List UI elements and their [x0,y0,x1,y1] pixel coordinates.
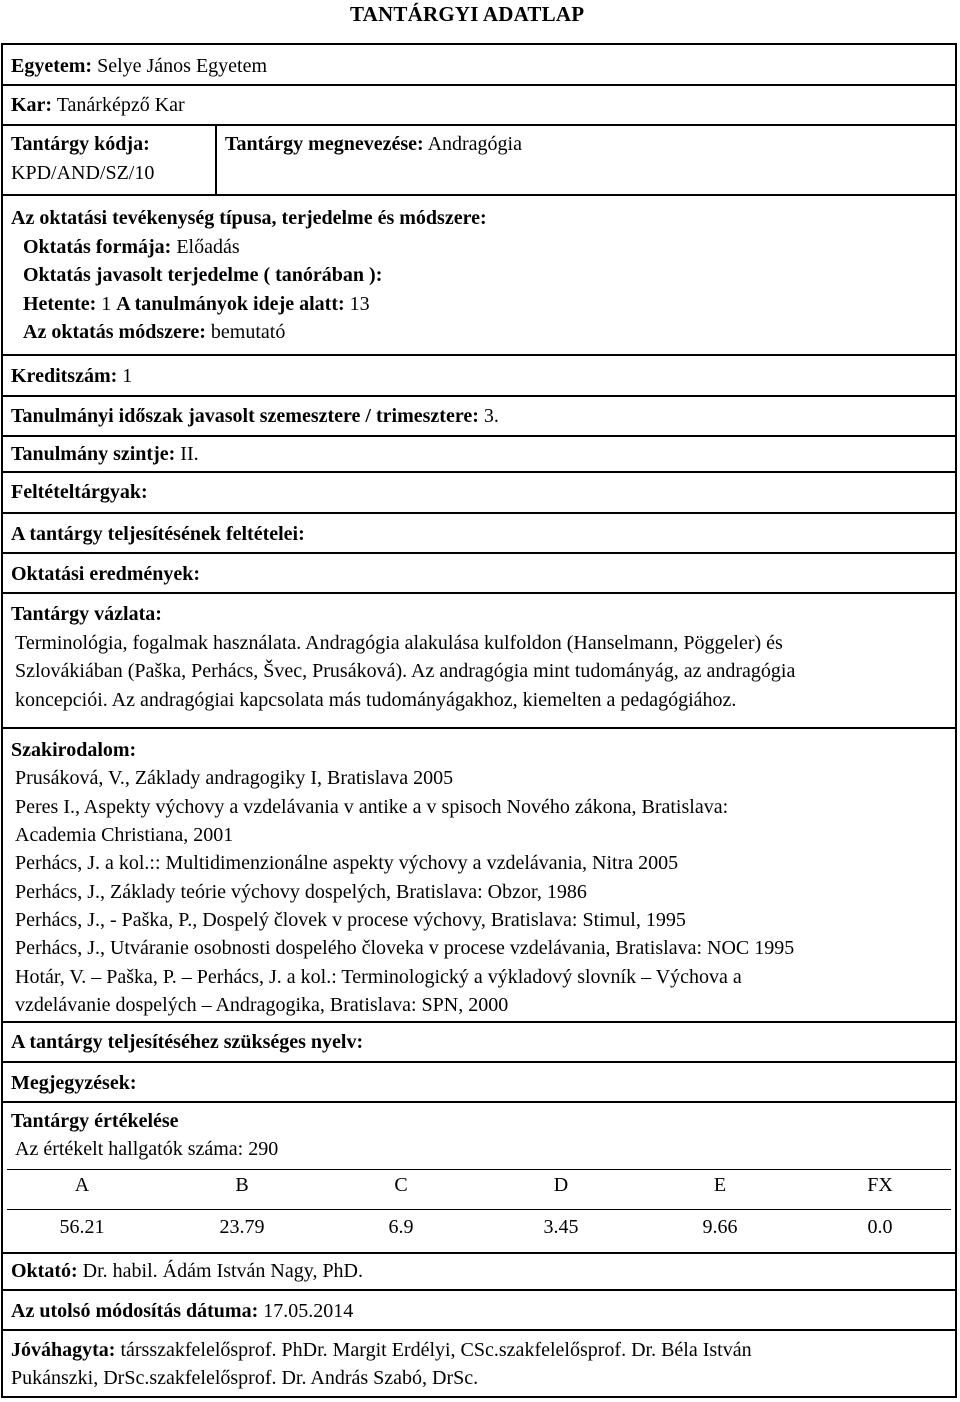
grade-percentage: 3.45 [543,1216,579,1238]
literature-label: Szakirodalom: [11,739,137,761]
approved-label: Jóváhagyta: [11,1339,116,1361]
grade-percentage: 0.0 [867,1216,893,1238]
credits-row [3,356,955,397]
grade-header: A [74,1174,90,1196]
approved-line1: társszakfelelősprof. PhDr. Margit Erdélyi, CSc.szakfelelősprof. Dr. Béla István [120,1339,752,1361]
university-row [3,45,955,86]
conditions-label: A tantárgy teljesítésének feltételei: [11,523,305,545]
teacher-row [3,1254,955,1291]
weekly-label: Hetente: [23,293,97,315]
level-row [3,437,955,473]
evaluation-label: Tantárgy értékelése [11,1110,179,1132]
method-label: Az oktatás módszere: [23,321,206,343]
teaching-heading: Az oktatási tevékenység típusa, terjedelme és módszere: [11,207,487,229]
grade-header: FX [867,1174,893,1196]
literature-item: Prusáková, V., Základy andragogiky I, Bratislava 2005 [15,767,454,789]
prerequisites-label: Feltételtárgyak: [11,481,148,503]
faculty-label: Kar: [11,94,53,116]
page-title: TANTÁRGYI ADATLAP [350,2,585,26]
course-datasheet [1,43,957,1398]
notes-row [3,1063,955,1103]
grade-table-top-rule [7,1169,951,1170]
approved-row [3,1331,955,1396]
literature-item: Peres I., Aspekty výchovy a vzdelávania v antike a v spisoch Nového zákona, Bratislava: [15,796,729,818]
grade-header: C [394,1174,408,1196]
level-label: Tanulmány szintje: [11,443,176,465]
course-code-label: Tantárgy kódja: [11,133,150,155]
grade-table-mid-rule [7,1209,951,1210]
teaching-scope-label: Oktatás javasolt terjedelme ( tanórában ): [23,264,383,286]
grade-percentage: 6.9 [388,1216,414,1238]
weekly-value: 1 [101,293,112,315]
credits-label: Kreditszám: [11,365,118,387]
course-code-value: KPD/AND/SZ/10 [11,162,155,184]
course-name-label: Tantárgy megnevezése: [225,133,424,155]
course-name-value: Andragógia [427,133,522,155]
outline-label: Tantárgy vázlata: [11,603,162,625]
teacher-value: Dr. habil. Ádám István Nagy, PhD. [82,1260,364,1282]
grade-header: D [553,1174,569,1196]
university-label: Egyetem: [11,55,93,77]
evaluation-row [3,1103,955,1254]
total-label: A tanulmányok ideje alatt: [116,293,345,315]
approved-line2: Pukánszki, DrSc.szakfelelősprof. Dr. András Szabó, DrSc. [11,1367,479,1389]
grade-percentage: 56.21 [59,1216,105,1238]
semester-label: Tanulmányi időszak javasolt szemesztere / trimesztere: [11,405,479,427]
outline-line: koncepciói. Az andragógiai kapcsolata más tudományágakhoz, kiemelten a pedagógiához. [15,689,737,711]
conditions-row [3,514,955,554]
outline-line: Terminológia, fogalmak használata. Andragógia alakulása kulfoldon (Hanselmann, Pöggeler) és [15,632,783,654]
literature-item: Hotár, V. – Paška, P. – Perhács, J. a kol.: Terminologický a výkladový slovník – Výchova a [15,966,742,988]
teaching-form-value: Előadás [176,236,240,258]
university-value: Selye János Egyetem [97,55,268,77]
outline-row [3,594,955,729]
language-row [3,1023,955,1063]
column-divider [215,126,217,194]
teacher-label: Oktató: [11,1260,78,1282]
grade-percentage: 9.66 [702,1216,738,1238]
semester-value: 3. [483,405,499,427]
modified-label: Az utolsó módosítás dátuma: [11,1300,259,1322]
credits-value: 1 [122,365,133,387]
level-value: II. [180,443,199,465]
grade-percentage: 23.79 [219,1216,265,1238]
teaching-form-label: Oktatás formája: [23,236,172,258]
grade-header: E [713,1174,727,1196]
literature-item: Perhács, J. a kol.:: Multidimenzionálne aspekty výchovy a vzdelávania, Nitra 2005 [15,852,679,874]
literature-item: Perhács, J., Základy teórie výchovy dospelých, Bratislava: Obzor, 1986 [15,881,587,903]
outcomes-label: Oktatási eredmények: [11,563,201,585]
literature-item: vzdelávanie dospelých – Andragogika, Bratislava: SPN, 2000 [15,994,509,1016]
modified-value: 17.05.2014 [263,1300,354,1322]
grade-header: B [235,1174,249,1196]
literature-item: Perhács, J., Utváranie osobnosti dospelého človeka v procese vzdelávania, Bratislava: NOC 1995 [15,937,795,959]
teaching-row [3,196,955,356]
modified-row [3,1291,955,1331]
outline-line: Szlovákiában (Paška, Perhács, Švec, Prusáková). Az andragógia mint tudományág, az andragógia [15,660,796,682]
course-id-row [3,126,955,196]
language-label: A tantárgy teljesítéséhez szükséges nyelv: [11,1031,364,1053]
literature-row [3,729,955,1023]
prerequisites-row [3,473,955,514]
method-value: bemutató [210,321,286,343]
faculty-row [3,86,955,126]
faculty-value: Tanárképző Kar [56,94,185,116]
semester-row [3,397,955,437]
outcomes-row [3,554,955,594]
literature-item: Academia Christiana, 2001 [15,824,234,846]
notes-label: Megjegyzések: [11,1072,137,1094]
evaluated-students-count: Az értékelt hallgatók száma: 290 [15,1138,279,1160]
total-value: 13 [349,293,370,315]
literature-item: Perhács, J., - Paška, P., Dospelý človek v procese výchovy, Bratislava: Stimul, 1995 [15,909,686,931]
